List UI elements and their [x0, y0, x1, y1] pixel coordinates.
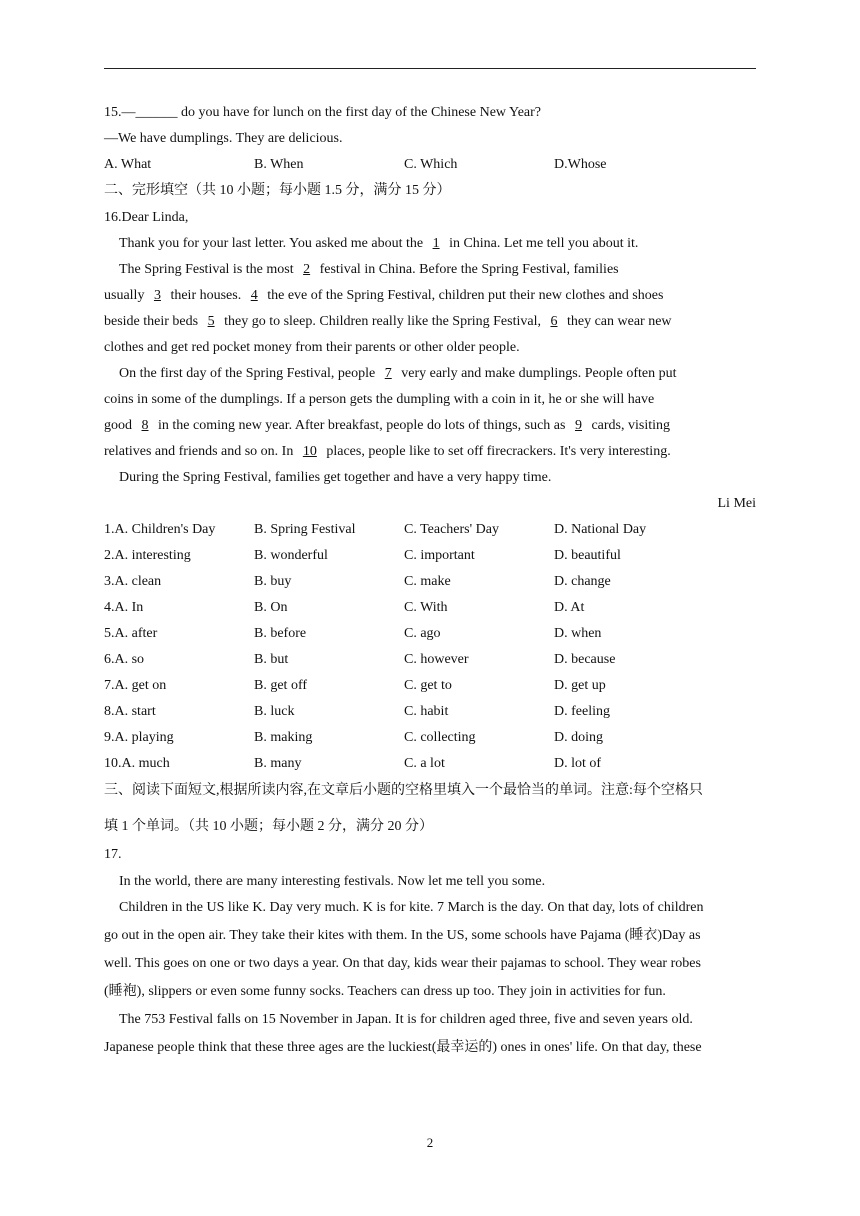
blank-6: 6 [550, 314, 558, 329]
blank-4: 4 [250, 288, 258, 303]
passage-line: go out in the open air. They take their kites with them. In the US, some schools have Pajama (睡衣)Day as [104, 928, 701, 943]
passage-line: relatives and friends and so on. In 10 places, people like to set off firecrackers. It's very interesting. [104, 444, 671, 459]
option-d: D.Whose [554, 157, 607, 172]
option-row: 6.A. so B. but C. however D. because [104, 652, 616, 667]
letter-greeting: 16.Dear Linda, [104, 210, 189, 225]
passage-line: On the first day of the Spring Festival, people 7 very early and make dumplings. People often put [119, 366, 677, 381]
blank-1: 1 [432, 236, 440, 251]
option-row: 9.A. playing B. making C. collecting D. doing [104, 730, 603, 745]
blank-9: 9 [574, 418, 582, 433]
blank-8: 8 [141, 418, 149, 433]
option-b: B. When [254, 157, 304, 172]
q15-stem: 15.—______ do you have for lunch on the first day of the Chinese New Year? [104, 105, 542, 120]
passage-line: Children in the US like K. Day very much. K is for kite. 7 March is the day. On that day, lots of children [119, 900, 704, 915]
option-row: 8.A. start B. luck C. habit D. feeling [104, 704, 610, 719]
passage-line: (睡袍), slippers or even some funny socks. Teachers can dress up too. They join in activities for fun. [104, 984, 666, 999]
section3-heading: 三、阅读下面短文,根据所读内容,在文章后小题的空格里填入一个最恰当的单词。注意:每个空格只 [104, 783, 703, 798]
option-row: 7.A. get on B. get off C. get to D. get up [104, 678, 606, 693]
passage-line: coins in some of the dumplings. If a person gets the dumpling with a coin in it, he or she will have [104, 392, 655, 407]
blank-2: 2 [303, 262, 311, 277]
passage-line: well. This goes on one or two days a year. On that day, kids wear their pajamas to school. They wear robes [104, 956, 701, 971]
option-a: A. What [104, 157, 152, 172]
passage-line: The Spring Festival is the most 2 festival in China. Before the Spring Festival, families [119, 262, 619, 277]
q15-options [104, 155, 756, 175]
section3-heading-cont: 填 1 个单词。（共 10 小题；每小题 2 分，满分 20 分） [104, 819, 433, 834]
passage-line: Japanese people think that these three ages are the luckiest(最幸运的) ones in ones' life. On that day, these [104, 1040, 702, 1055]
option-row: 4.A. In B. On C. With D. At [104, 600, 585, 615]
page-number: 2 [426, 1135, 434, 1150]
passage-line: During the Spring Festival, families get together and have a very happy time. [119, 470, 552, 485]
header-rule [104, 68, 756, 69]
option-row: 3.A. clean B. buy C. make D. change [104, 574, 611, 589]
passage-line: clothes and get red pocket money from their parents or other older people. [104, 340, 520, 355]
passage-line: The 753 Festival falls on 15 November in Japan. It is for children aged three, five and seven years old. [119, 1012, 693, 1027]
option-row: 10.A. much B. many C. a lot D. lot of [104, 756, 602, 771]
passage-line: usually 3 their houses. 4 the eve of the Spring Festival, children put their new clothes and shoes [104, 288, 664, 303]
blank-7: 7 [384, 366, 392, 381]
q15-answer-line: —We have dumplings. They are delicious. [104, 131, 343, 146]
blank-3: 3 [153, 288, 161, 303]
passage-line: good 8 in the coming new year. After breakfast, people do lots of things, such as 9 cards, visiting [104, 418, 671, 433]
passage-line: In the world, there are many interesting festivals. Now let me tell you some. [119, 874, 546, 889]
passage-line: Thank you for your last letter. You asked me about the 1 in China. Let me tell you about it. [119, 236, 639, 251]
letter-signature: Li Mei [717, 496, 756, 511]
q17-label: 17. [104, 847, 122, 862]
option-c: C. Which [404, 157, 458, 172]
option-row: 5.A. after B. before C. ago D. when [104, 626, 602, 641]
blank-10: 10 [302, 444, 317, 459]
section2-heading: 二、完形填空（共 10 小题；每小题 1.5 分，满分 15 分） [104, 183, 451, 198]
option-row: 1.A. Children's Day B. Spring Festival C. Teachers' Day D. National Day [104, 522, 647, 537]
passage-line: beside their beds 5 they go to sleep. Children really like the Spring Festival, 6 they can wear new [104, 314, 672, 329]
blank-5: 5 [207, 314, 215, 329]
option-row: 2.A. interesting B. wonderful C. important D. beautiful [104, 548, 621, 563]
